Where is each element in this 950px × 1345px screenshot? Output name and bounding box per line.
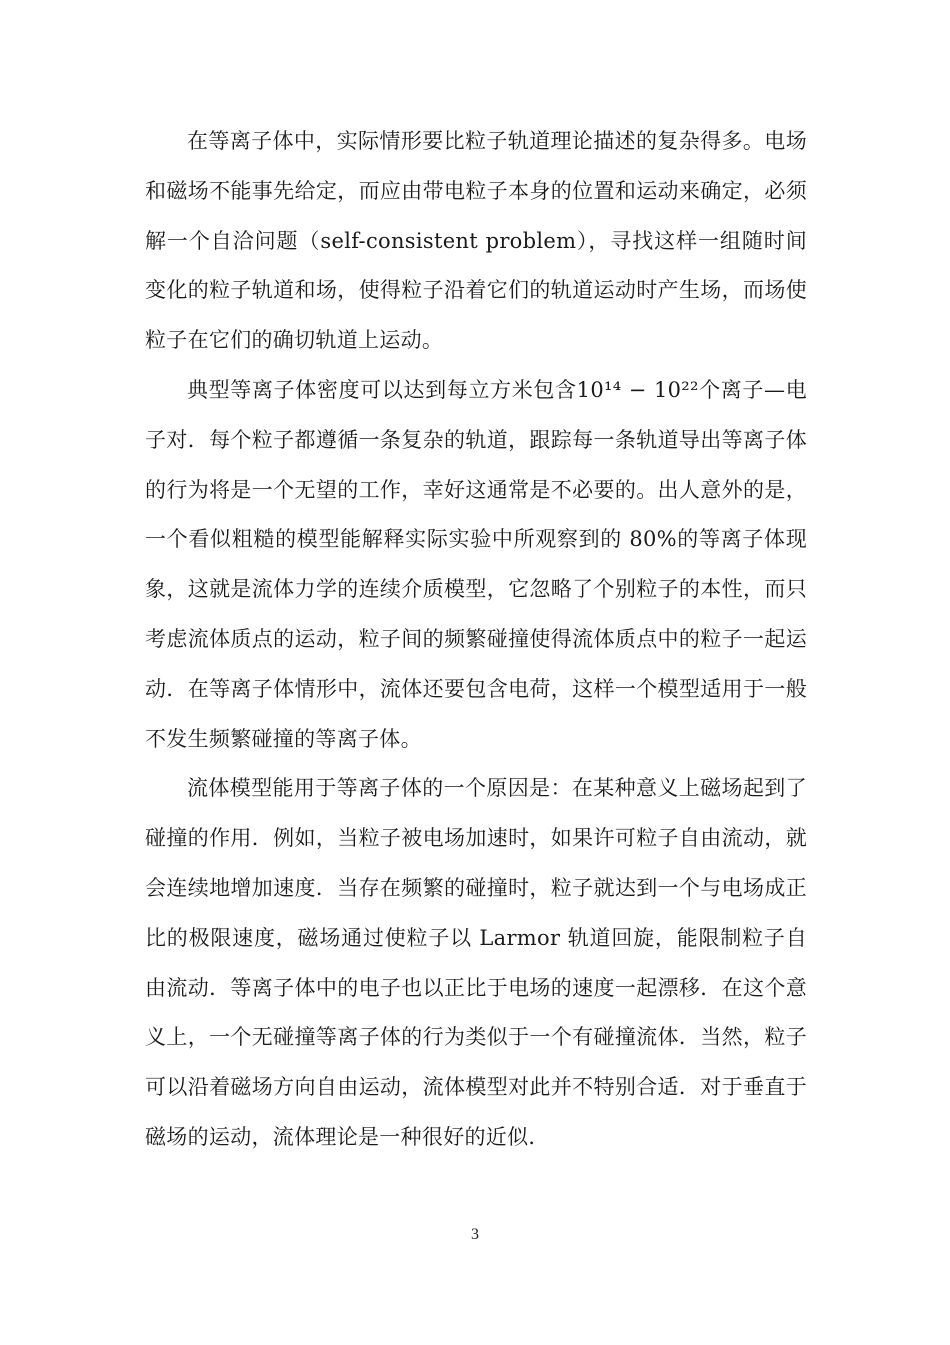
page-number: 3 [471, 1226, 479, 1243]
body-text [145, 117, 807, 1163]
paragraph-magnetic-field-collisions: 流体模型能用于等离子体的一个原因是：在某种意义上磁场起到了碰撞的作用．例如，当粒子被电场加速时，如果许可粒子自由流动，就会连续地增加速度．当存在频繁的碰撞时，粒子就达到一个与电场成正比的极限速度，磁场通过使粒子以 Larmor 轨道回旋，能限制粒子自由流动．等离子体中的电子也以正比于电场的速度一起漂移．在这个意义上，一个无碰撞等离子体的行为类似于一个有碰撞流体．当然，粒子可以沿着磁场方向自由运动，流体模型对此并不特别合适．对于垂直于磁场的运动，流体理论是一种很好的近似． [145, 776, 807, 1149]
paragraph-fluid-model: 典型等离子体密度可以达到每立方米包含10¹⁴ − 10²²个离子—电子对．每个粒子都遵循一条复杂的轨道，跟踪每一条轨道导出等离子体的行为将是一个无望的工作，幸好这通常是不必要的。出人意外的是，一个看似粗糙的模型能解释实际实验中所观察到的 80%的等离子体现象，这就是流体力学的连续介质模型，它忽略了个别粒子的本性，而只考虑流体质点的运动，粒子间的频繁碰撞使得流体质点中的粒子一起运动．在等离子体情形中，流体还要包含电荷，这样一个模型适用于一般不发生频繁碰撞的等离子体。 [145, 377, 807, 751]
paragraph-self-consistent-problem: 在等离子体中，实际情形要比粒子轨道理论描述的复杂得多。电场和磁场不能事先给定，而应由带电粒子本身的位置和运动来确定，必须解一个自洽问题（self-consistent problem），寻找这样一组随时间变化的粒子轨道和场，使得粒子沿着它们的轨道运动时产生场，而场使粒子在它们的确切轨道上运动。 [145, 129, 807, 353]
